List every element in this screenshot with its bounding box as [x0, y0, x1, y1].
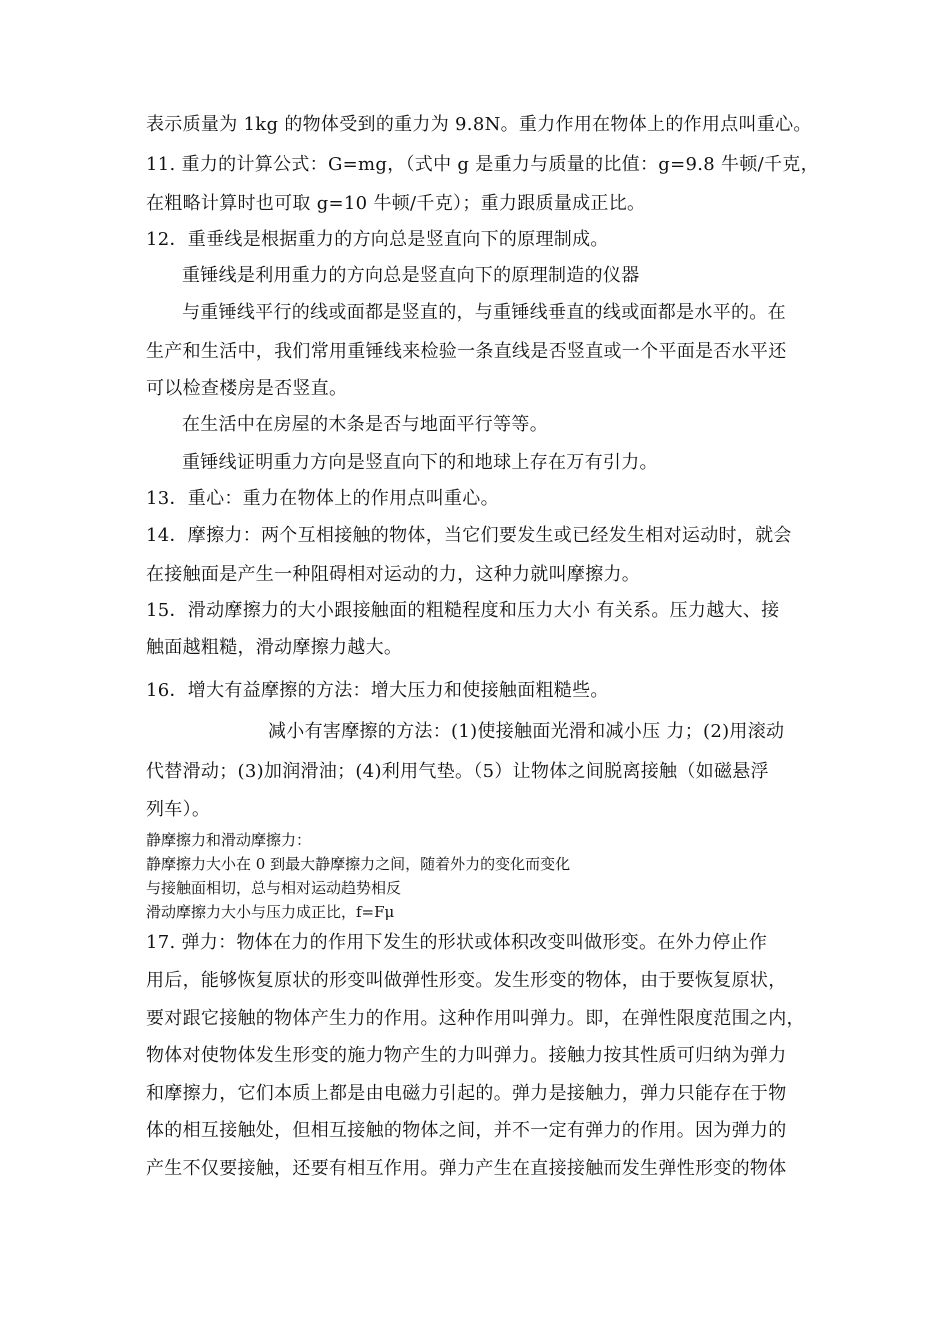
text-line: 表示质量为 1kg 的物体受到的重力为 9.8N。重力作用在物体上的作用点叫重心。	[146, 114, 812, 135]
text-line: 与重锤线平行的线或面都是竖直的，与重锤线垂直的线或面都是水平的。在	[182, 302, 786, 323]
text-line: 静摩擦力大小在 0 到最大静摩擦力之间，随着外力的变化而变化	[146, 855, 571, 873]
text-line: 重锤线证明重力方向是竖直向下的和地球上存在万有引力。	[182, 452, 658, 473]
text-line: 重锤线是利用重力的方向总是竖直向下的原理制造的仪器	[182, 265, 640, 286]
text-line: 体的相互接触处，但相互接触的物体之间，并不一定有弹力的作用。因为弹力的	[146, 1120, 787, 1141]
text-line: 在接触面是产生一种阻碍相对运动的力，这种力就叫摩擦力。	[146, 564, 641, 585]
text-line: 15．滑动摩擦力的大小跟接触面的粗糙程度和压力大小 有关系。压力越大、接	[146, 600, 780, 621]
text-line: 14．摩擦力：两个互相接触的物体，当它们要发生或已经发生相对运动时，就会	[146, 525, 792, 546]
text-line: 在粗略计算时也可取 g=10 牛顿/千克）；重力跟质量成正比。	[146, 193, 646, 214]
text-line: 在生活中在房屋的木条是否与地面平行等等。	[182, 414, 548, 435]
text-line: 与接触面相切，总与相对运动趋势相反	[146, 879, 402, 897]
text-line: 代替滑动；(3)加润滑油；(4)利用气垫。（5）让物体之间脱离接触（如磁悬浮	[146, 761, 769, 782]
text-line: 减小有害摩擦的方法：(1)使接触面光滑和减小压 力；(2)用滚动	[268, 721, 785, 742]
text-line: 可以检查楼房是否竖直。	[146, 378, 348, 399]
text-line: 用后，能够恢复原状的形变叫做弹性形变。发生形变的物体，由于要恢复原状，	[146, 970, 787, 991]
text-line: 12．重垂线是根据重力的方向总是竖直向下的原理制成。	[146, 229, 609, 250]
text-line: 生产和生活中，我们常用重锤线来检验一条直线是否竖直或一个平面是否水平还	[146, 341, 787, 362]
text-line: 触面越粗糙，滑动摩擦力越大。	[146, 637, 403, 658]
text-line: 要对跟它接触的物体产生力的作用。这种作用叫弹力。即，在弹性限度范围之内，	[146, 1008, 805, 1029]
text-line: 11. 重力的计算公式：G=mg，（式中 g 是重力与质量的比值：g=9.8 牛顿/千克，	[146, 154, 819, 175]
text-line: 列车）。	[146, 799, 211, 820]
text-line: 物体对使物体发生形变的施力物产生的力叫弹力。接触力按其性质可归纳为弹力	[146, 1045, 787, 1066]
text-line: 13．重心：重力在物体上的作用点叫重心。	[146, 488, 499, 509]
text-line: 17. 弹力：物体在力的作用下发生的形状或体积改变叫做形变。在外力停止作	[146, 932, 768, 953]
text-line: 滑动摩擦力大小与压力成正比，f=Fμ	[146, 903, 395, 921]
text-line: 16．增大有益摩擦的方法：增大压力和使接触面粗糙些。	[146, 680, 609, 701]
text-line: 和摩擦力，它们本质上都是由电磁力引起的。弹力是接触力，弹力只能存在于物	[146, 1083, 787, 1104]
text-line: 静摩擦力和滑动摩擦力：	[146, 831, 312, 849]
text-line: 产生不仅要接触，还要有相互作用。弹力产生在直接接触而发生弹性形变的物体	[146, 1158, 787, 1179]
